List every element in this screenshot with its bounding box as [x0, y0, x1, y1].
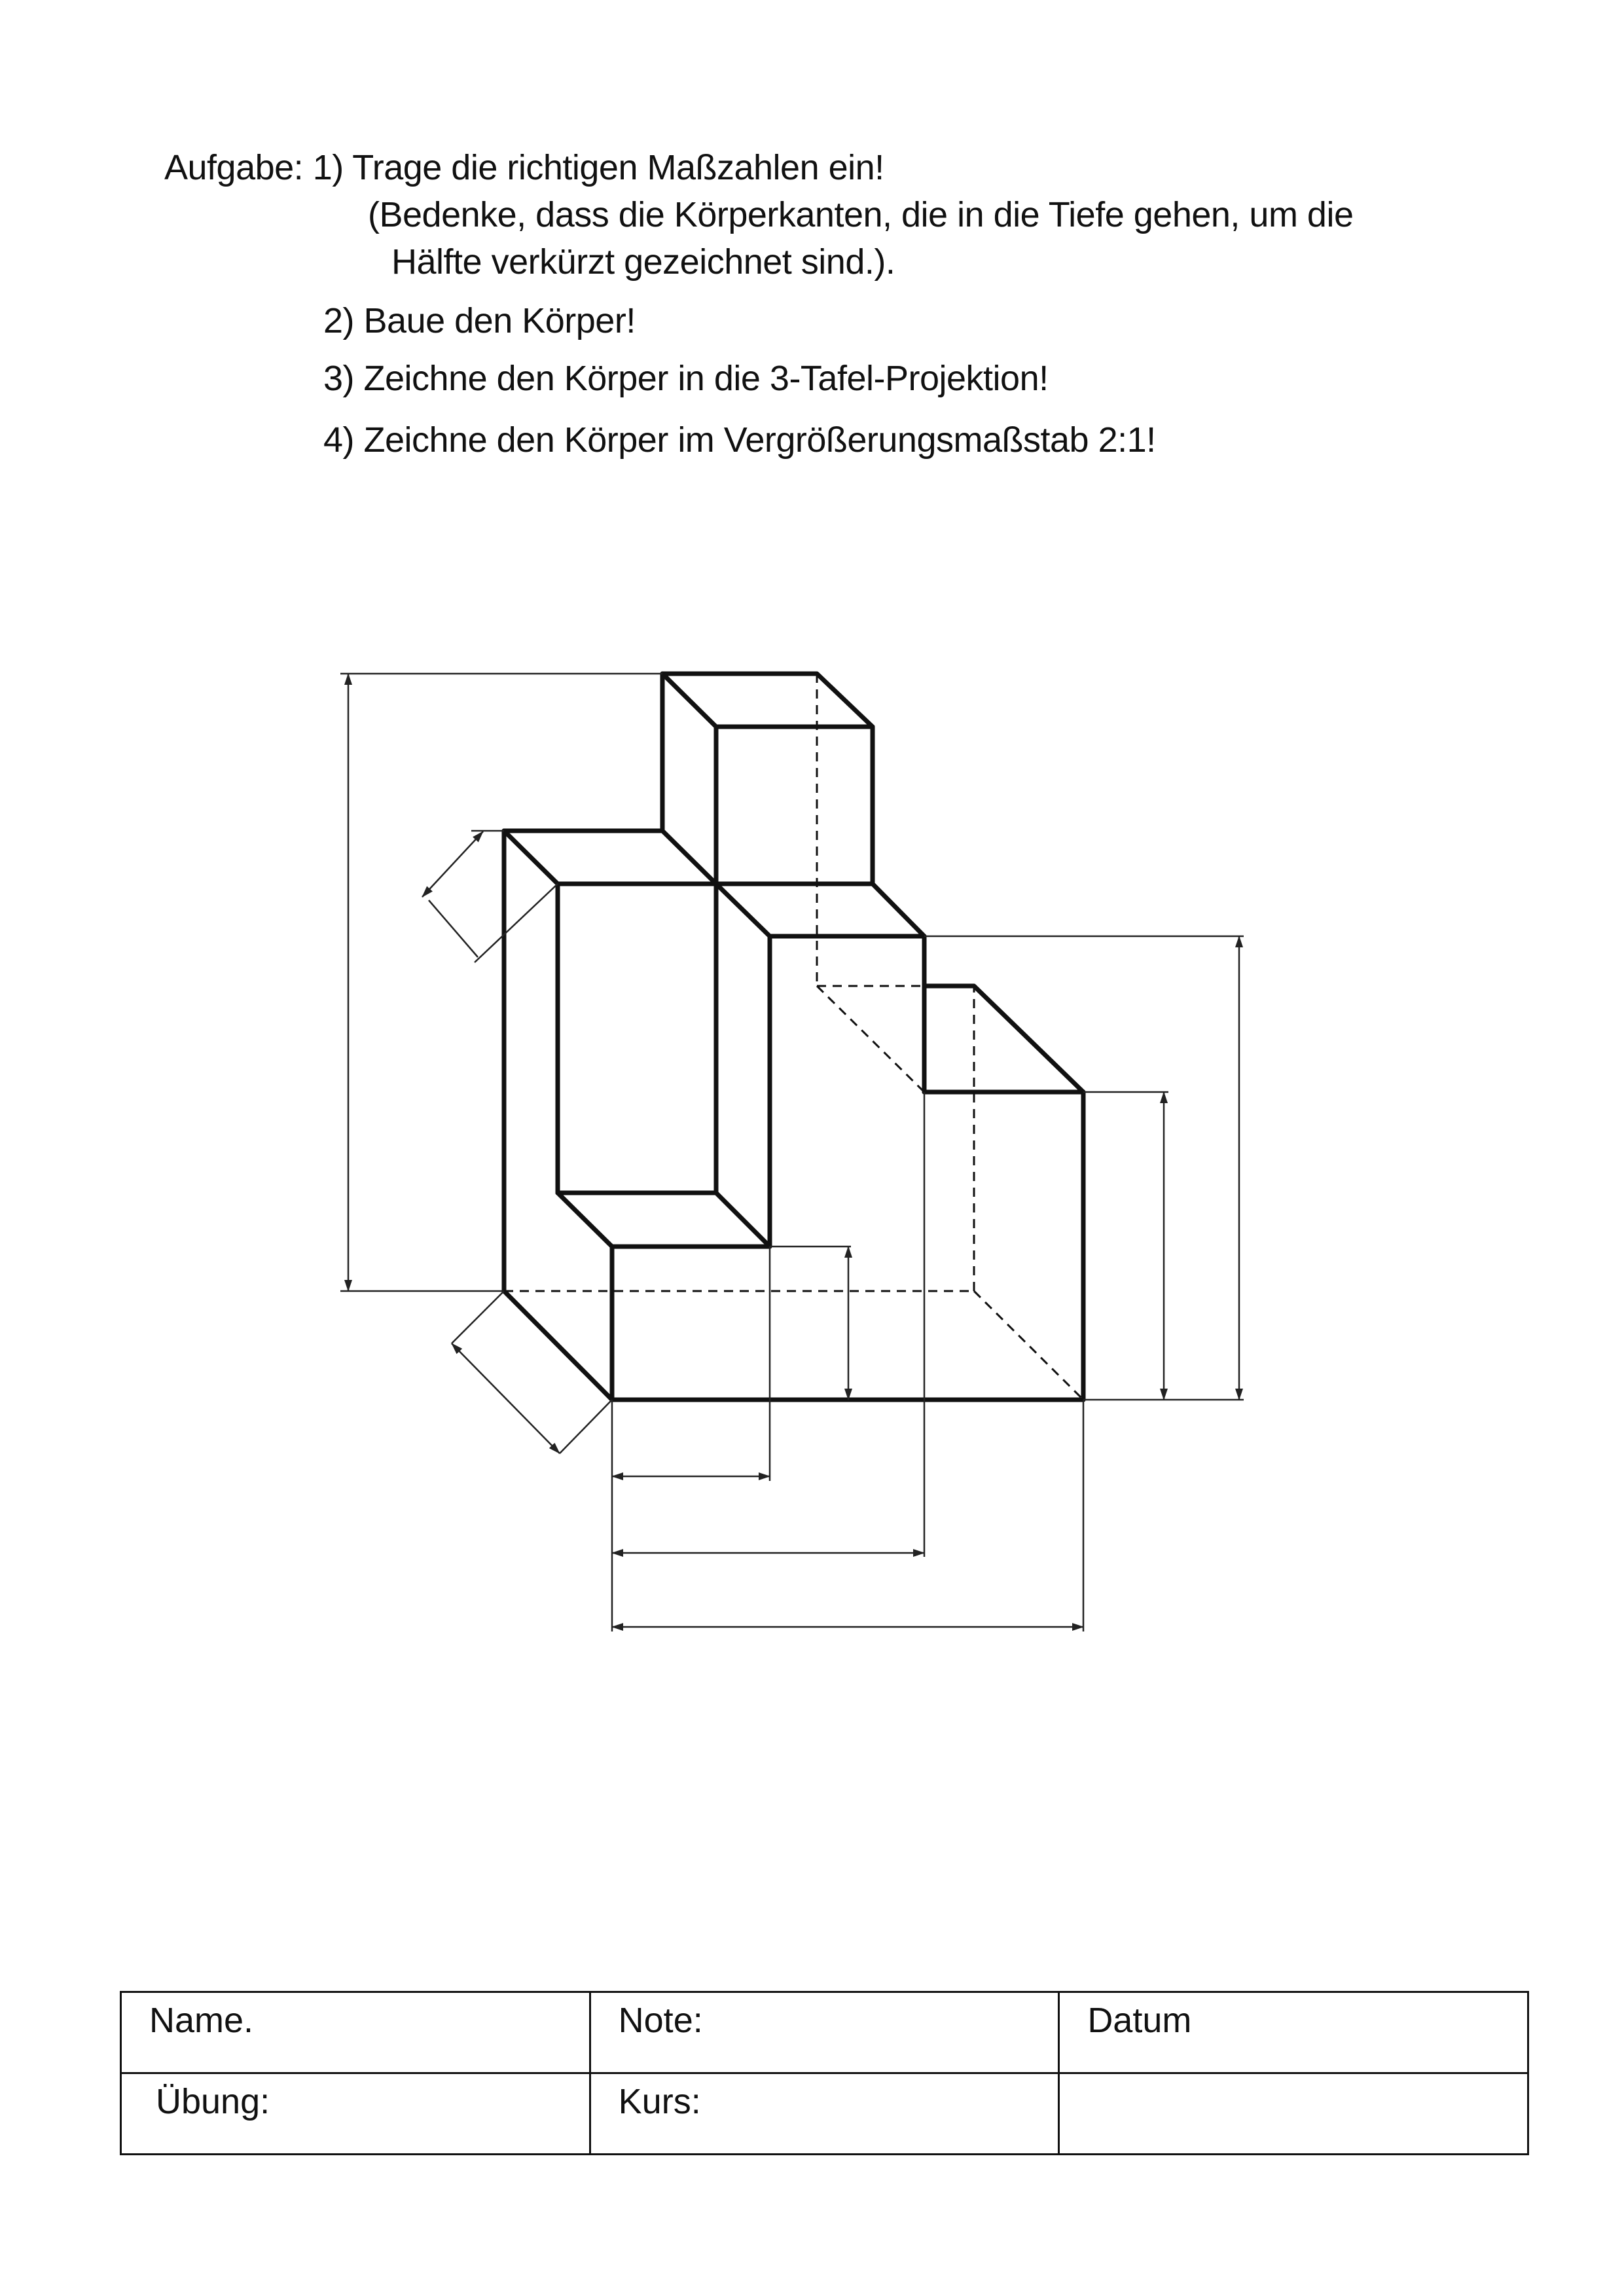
extension-line [475, 884, 558, 962]
grade-cell[interactable] [590, 1992, 1059, 2073]
dimension-depth-top [422, 831, 483, 897]
date-label: Datum [1087, 2001, 1192, 2040]
task-note-line-1: (Bedenke, dass die Körperkanten, die in die Tiefe gehen, um die [368, 195, 1354, 234]
empty-cell-text [1060, 2074, 1527, 2081]
name-cell[interactable] [121, 1992, 590, 2073]
name-label: Name. [149, 2001, 254, 2040]
exercise-label: Übung: [156, 2082, 270, 2121]
table-row [121, 1992, 1528, 2073]
exercise-cell[interactable] [121, 2073, 590, 2155]
hidden-edge [817, 986, 924, 1092]
date-cell[interactable] [1059, 1992, 1528, 2073]
course-label: Kurs: [618, 2082, 701, 2121]
hidden-edges [504, 674, 1083, 1400]
top-cube-front-face [716, 727, 873, 884]
middle-block-top-face [716, 884, 924, 936]
dimension-depth-top-2 [429, 900, 478, 957]
right-step-top [924, 986, 1083, 1092]
course-cell[interactable] [590, 2073, 1059, 2155]
extension-line [452, 1291, 504, 1343]
task-item-4: 4) Zeichne den Körper im Vergrößerungsmaßstab 2:1! [323, 420, 1156, 460]
grade-label: Note: [618, 2001, 703, 2040]
top-cube-top-face [662, 674, 873, 727]
base-left-diagonal [504, 1291, 612, 1400]
task-item-1: Trage die richtigen Maßzahlen ein! [352, 148, 884, 187]
left-column-top-face [504, 831, 716, 884]
student-info-table [120, 1991, 1529, 2155]
step-top-face [558, 1193, 770, 1247]
task-note-line-2: Hälfte verkürzt gezeichnet sind.). [391, 242, 895, 282]
task-item-3: 3) Zeichne den Körper in die 3-Tafel-Projektion! [323, 359, 1049, 398]
task-item-2: 2) Baue den Körper! [323, 301, 636, 340]
hidden-edge [974, 1291, 1083, 1400]
dimension-depth-bottom [452, 1343, 560, 1453]
empty-cell[interactable] [1059, 2073, 1528, 2155]
table-row [121, 2073, 1528, 2155]
task-label: Aufgabe: 1) [164, 148, 344, 187]
extension-line [560, 1400, 612, 1453]
dimension-lines [340, 674, 1244, 1631]
